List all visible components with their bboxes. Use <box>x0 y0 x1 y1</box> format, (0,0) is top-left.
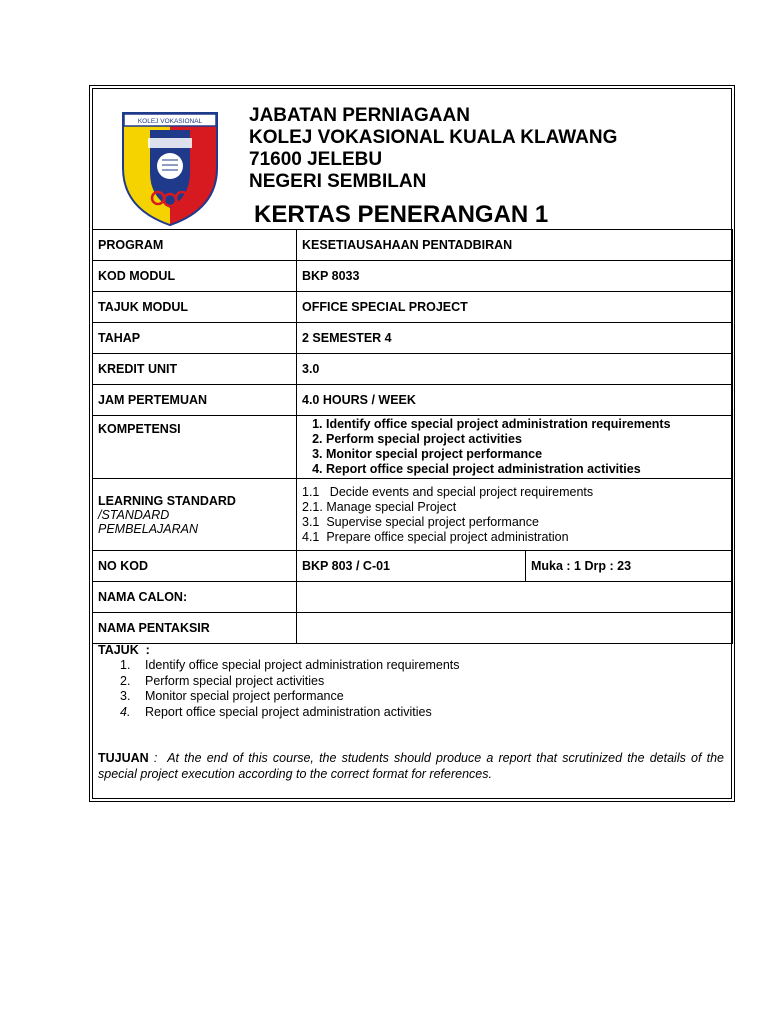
learning-standard-label-cell <box>93 479 297 551</box>
kredit-unit-label: KREDIT UNIT <box>93 354 297 385</box>
row-program <box>93 230 733 261</box>
tajuk-modul-value: OFFICE SPECIAL PROJECT <box>297 292 733 323</box>
row-no-kod <box>93 551 733 582</box>
tujuan-separator: : <box>148 751 163 765</box>
row-jam-pertemuan <box>93 385 733 416</box>
tajuk-modul-label: TAJUK MODUL <box>93 292 297 323</box>
kredit-unit-value: 3.0 <box>297 354 733 385</box>
nama-pentaksir-label: NAMA PENTAKSIR <box>93 613 297 644</box>
document-title: KERTAS PENERANGAN 1 <box>254 201 549 228</box>
no-kod-label: NO KOD <box>93 551 297 582</box>
row-kod-modul <box>93 261 733 292</box>
row-kredit-unit <box>93 354 733 385</box>
row-kompetensi <box>93 416 733 479</box>
program-value: KESETIAUSAHAAN PENTADBIRAN <box>297 230 733 261</box>
tajuk-item <box>120 658 460 674</box>
tajuk-item <box>120 689 460 705</box>
tajuk-item-number: 1. <box>120 658 131 672</box>
tajuk-label: TAJUK : <box>98 643 150 657</box>
learning-standard-item: 4.1 Prepare office special project administration <box>302 529 569 544</box>
tajuk-item-text: Report office special project administration activities <box>145 704 432 719</box>
tujuan-paragraph <box>98 751 724 782</box>
college-crest-logo <box>120 108 220 228</box>
row-nama-calon <box>93 582 733 613</box>
row-tajuk-modul <box>93 292 733 323</box>
jam-pertemuan-value: 4.0 HOURS / WEEK <box>297 385 733 416</box>
tajuk-item-number: 4. <box>120 704 131 719</box>
learning-standard-label-italic-2: PEMBELAJARAN <box>98 521 199 536</box>
nama-pentaksir-value[interactable] <box>297 613 733 644</box>
kompetensi-list <box>302 417 727 477</box>
postcode-city: 71600 JELEBU <box>249 149 383 170</box>
kod-modul-value: BKP 8033 <box>297 261 733 292</box>
nama-calon-value[interactable] <box>297 582 733 613</box>
learning-standard-list-cell <box>297 479 733 551</box>
tajuk-item-number: 3. <box>120 689 131 703</box>
tajuk-item-text: Monitor special project performance <box>145 689 344 703</box>
kompetensi-item: 4. Report office special project administration activities <box>326 462 727 477</box>
department-name: JABATAN PERNIAGAAN <box>249 105 470 126</box>
tajuk-item-number: 2. <box>120 673 131 688</box>
tahap-label: TAHAP <box>93 323 297 354</box>
tajuk-item <box>120 705 460 721</box>
module-info-table <box>92 229 733 644</box>
row-learning-standard <box>93 479 733 551</box>
tajuk-item-text: Perform special project activities <box>145 673 325 688</box>
svg-text:KOLEJ VOKASIONAL: KOLEJ VOKASIONAL <box>137 118 203 125</box>
tajuk-list <box>120 658 460 720</box>
nama-calon-label: NAMA CALON: <box>93 582 297 613</box>
kod-modul-label: KOD MODUL <box>93 261 297 292</box>
tujuan-text: At the end of this course, the students should produce a report that scrutinized the details of the special project execution according to the correct format for references. <box>98 751 724 781</box>
kompetensi-item: 3. Monitor special project performance <box>326 447 727 462</box>
jam-pertemuan-label: JAM PERTEMUAN <box>93 385 297 416</box>
kompetensi-item: 2. Perform special project activities <box>326 432 727 447</box>
tajuk-item-text: Identify office special project administration requirements <box>145 658 460 672</box>
state-name: NEGERI SEMBILAN <box>249 171 427 192</box>
tahap-value: 2 SEMESTER 4 <box>297 323 733 354</box>
learning-standard-label-italic-1: /STANDARD <box>98 507 170 522</box>
learning-standard-item: 3.1 Supervise special project performance <box>302 514 539 529</box>
college-name: KOLEJ VOKASIONAL KUALA KLAWANG <box>249 127 618 148</box>
tajuk-item <box>120 674 460 690</box>
learning-standard-item: 1.1 Decide events and special project requirements <box>302 484 594 499</box>
kompetensi-label: KOMPETENSI <box>93 416 297 479</box>
tujuan-label: TUJUAN <box>98 751 149 765</box>
row-nama-pentaksir <box>93 613 733 644</box>
learning-standard-label: LEARNING STANDARD <box>98 493 236 508</box>
row-tahap <box>93 323 733 354</box>
learning-standard-item: 2.1. Manage special Project <box>302 499 457 514</box>
program-label: PROGRAM <box>93 230 297 261</box>
kompetensi-item: 1. Identify office special project administration requirements <box>326 417 727 432</box>
kompetensi-list-cell <box>297 416 733 479</box>
page-number: Muka : 1 Drp : 23 <box>526 551 733 582</box>
no-kod-value: BKP 803 / C-01 <box>297 551 526 582</box>
